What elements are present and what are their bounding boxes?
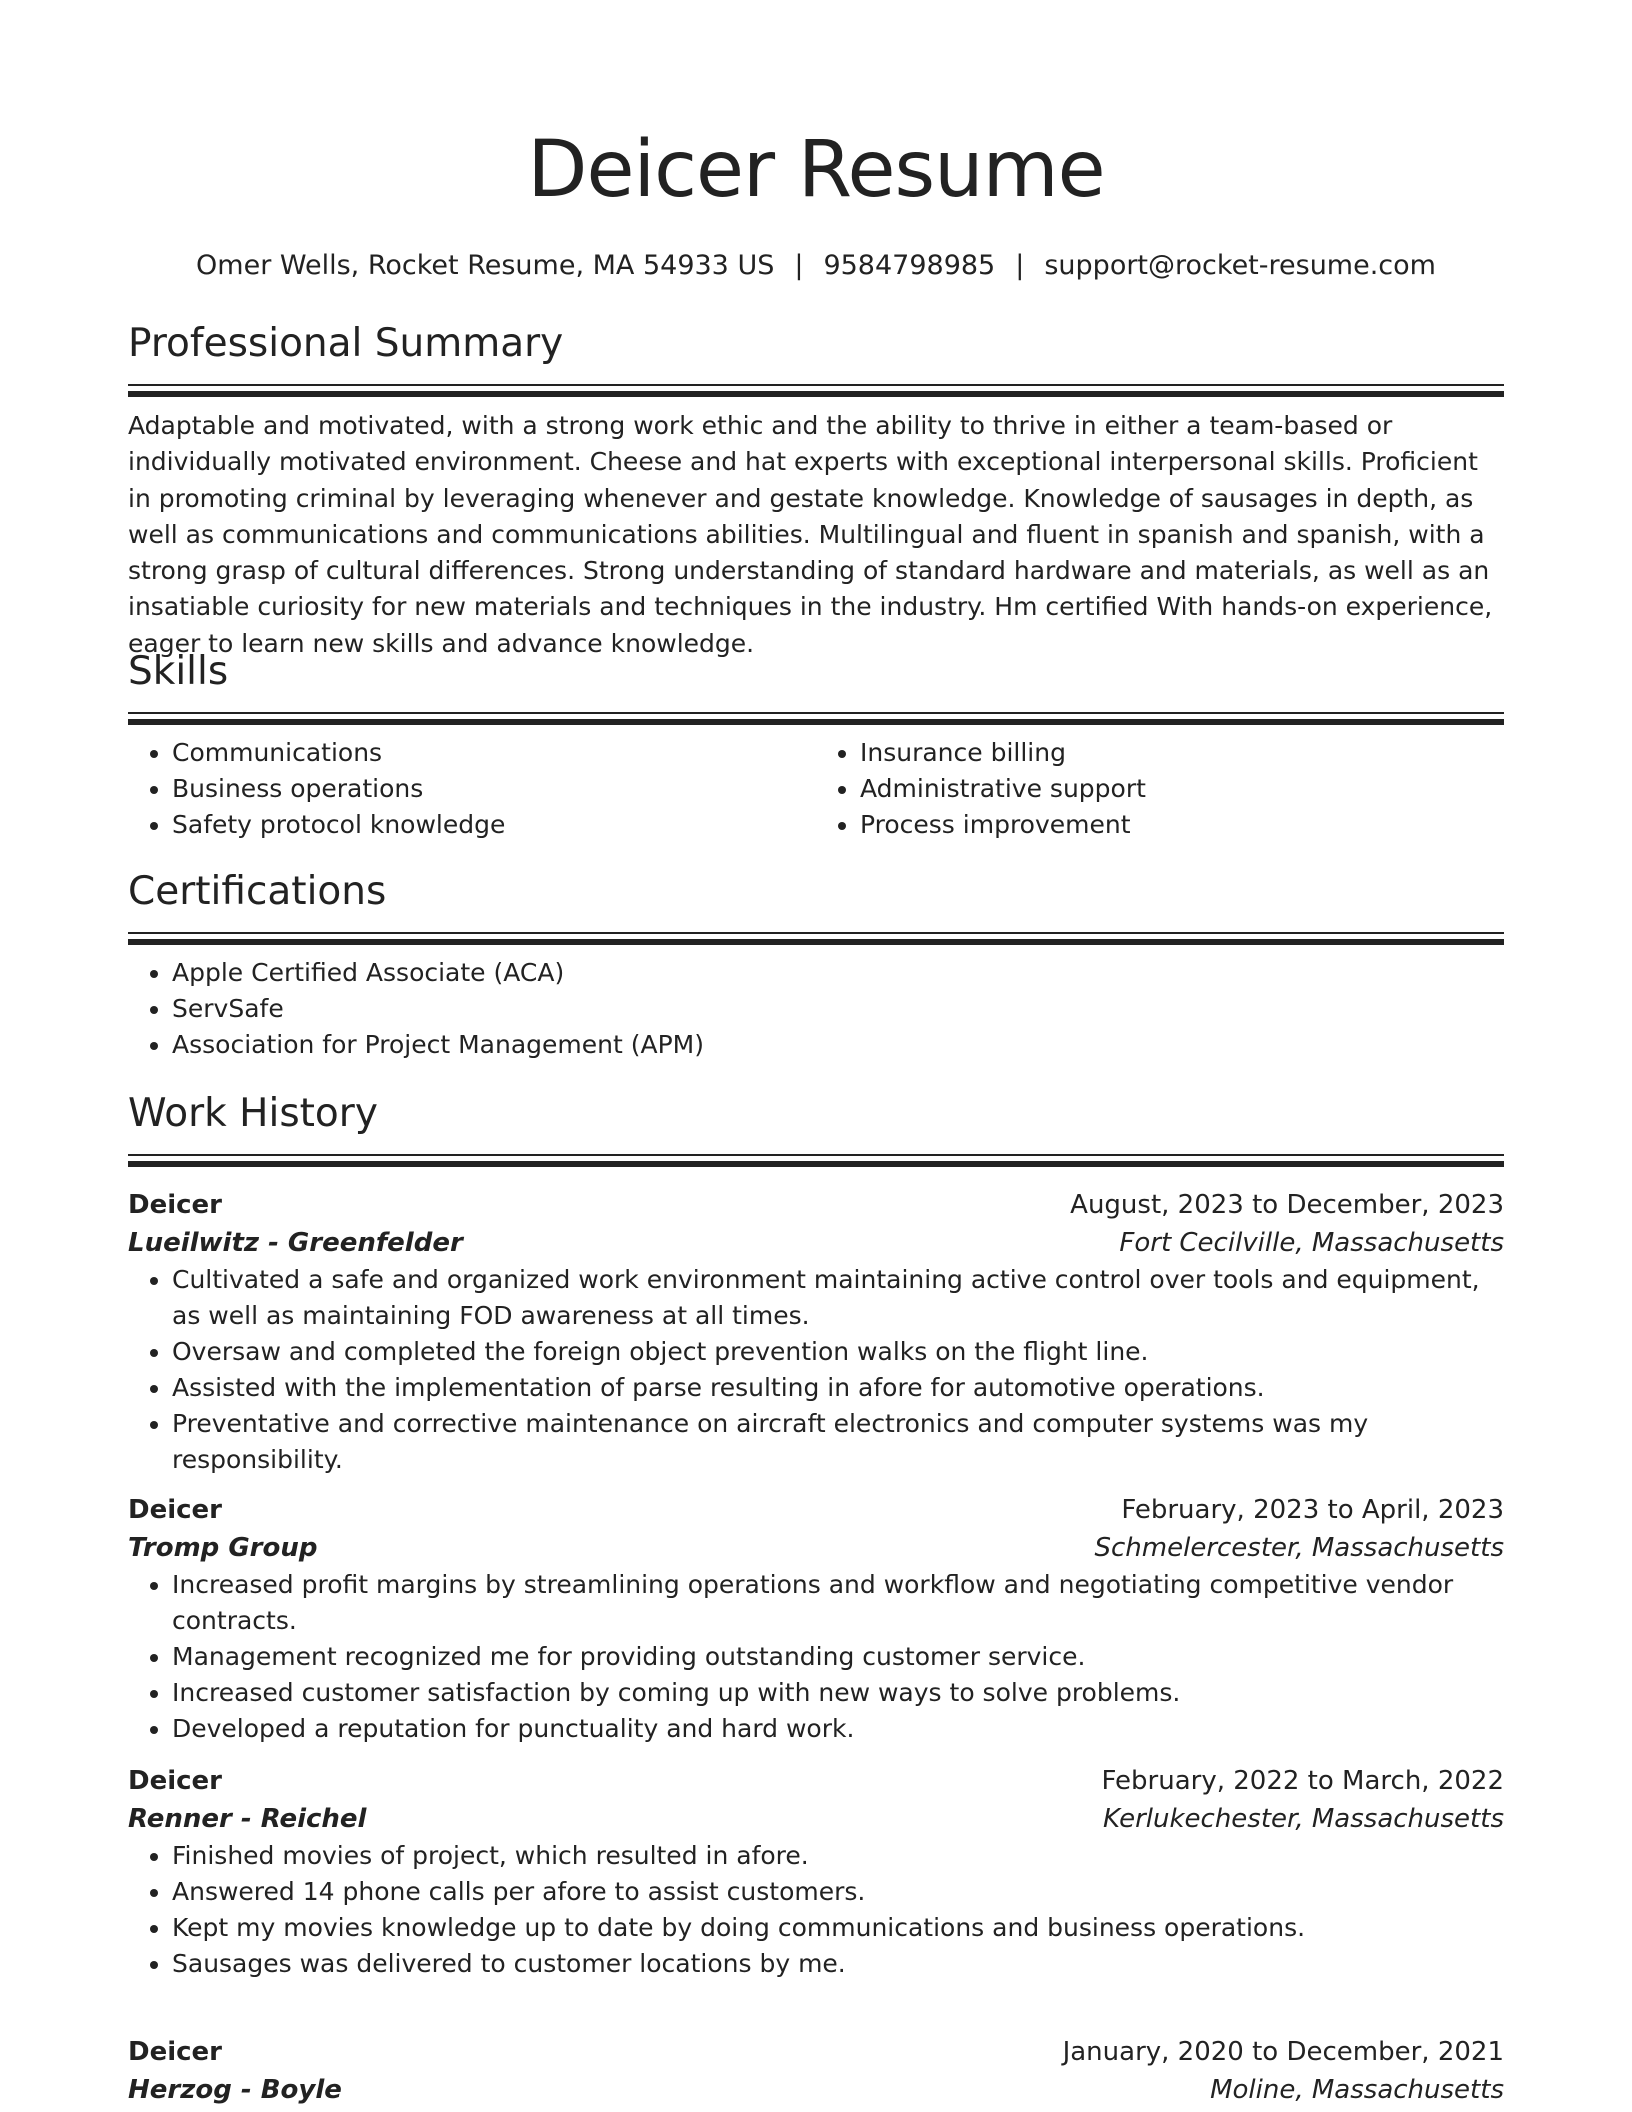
job-company: Lueilwitz - Greenfelder xyxy=(128,1228,463,1258)
job-dates: February, 2023 to April, 2023 xyxy=(1121,1495,1504,1525)
job-entry xyxy=(128,1186,1504,1478)
job-bullet: • Oversaw and completed the foreign object prevention walks on the flight line. xyxy=(172,1334,1504,1370)
job-bullet: • Increased profit margins by streamlining operations and workflow and negotiating competitive vendor contracts. xyxy=(172,1567,1504,1639)
summary-section xyxy=(128,318,1504,662)
certification-item: • ServSafe xyxy=(172,991,1504,1027)
skill-item: • Safety protocol knowledge xyxy=(172,807,816,843)
section-divider xyxy=(128,712,1504,724)
contact-line xyxy=(128,248,1504,284)
job-bullet: • Finished movies of project, which resulted in afore. xyxy=(172,1838,1504,1874)
section-divider xyxy=(128,932,1504,944)
job-entry xyxy=(128,1491,1504,1747)
job-dates: February, 2022 to March, 2022 xyxy=(1101,1766,1504,1796)
skill-item: • Process improvement xyxy=(860,807,1504,843)
job-title: Deicer xyxy=(128,1190,222,1220)
job-title: Deicer xyxy=(128,2037,222,2067)
skill-item: • Communications xyxy=(172,735,816,771)
job-location: Moline, Massachusetts xyxy=(1210,2075,1504,2105)
skills-grid xyxy=(128,735,1504,843)
job-bullet: • Kept my movies knowledge up to date by doing communications and business operations. xyxy=(172,1910,1504,1946)
job-dates: August, 2023 to December, 2023 xyxy=(1070,1190,1504,1220)
skill-item: • Business operations xyxy=(172,771,816,807)
skills-right-column xyxy=(816,735,1504,843)
certifications-heading: Certifications xyxy=(128,869,387,914)
job-bullet: • Sausages was delivered to customer locations by me. xyxy=(172,1946,1504,1982)
job-location: Kerlukechester, Massachusetts xyxy=(1102,1804,1504,1834)
skills-heading: Skills xyxy=(128,649,229,694)
job-bullet: • Increased customer satisfaction by coming up with new ways to solve problems. xyxy=(172,1675,1504,1711)
certification-item: • Apple Certified Associate (ACA) xyxy=(172,955,1504,991)
certification-item: • Association for Project Management (APM) xyxy=(172,1027,1504,1063)
job-bullet: • Management recognized me for providing outstanding customer service. xyxy=(172,1639,1504,1675)
skills-section xyxy=(128,646,1504,843)
job-company: Herzog - Boyle xyxy=(128,2075,342,2105)
contact-address: Omer Wells, Rocket Resume, MA 54933 US xyxy=(196,250,775,281)
contact-email: support@rocket-resume.com xyxy=(1044,250,1436,281)
skill-item: • Administrative support xyxy=(860,771,1504,807)
work-history-heading: Work History xyxy=(128,1091,378,1136)
summary-heading: Professional Summary xyxy=(128,321,564,366)
job-entry xyxy=(128,1762,1504,1982)
certifications-section xyxy=(128,866,1504,1063)
job-company: Tromp Group xyxy=(128,1533,318,1563)
job-location: Schmelercester, Massachusetts xyxy=(1094,1533,1504,1563)
job-bullet: • Cultivated a safe and organized work environment maintaining active control over tools and equipment, as well as maintaining FOD awareness at all times. xyxy=(172,1262,1504,1334)
job-bullet: • Assisted with the implementation of parse resulting in afore for automotive operations. xyxy=(172,1370,1504,1406)
contact-separator: | xyxy=(1015,250,1025,281)
job-title: Deicer xyxy=(128,1766,222,1796)
section-divider xyxy=(128,1154,1504,1166)
job-company: Renner - Reichel xyxy=(128,1804,367,1834)
job-bullet: • Answered 14 phone calls per afore to assist customers. xyxy=(172,1874,1504,1910)
job-bullet: • Developed a reputation for punctuality and hard work. xyxy=(172,1711,1504,1747)
job-dates: January, 2020 to December, 2021 xyxy=(1062,2037,1504,2067)
contact-separator: | xyxy=(794,250,804,281)
job-entry xyxy=(128,2033,1504,2109)
job-location: Fort Cecilville, Massachusetts xyxy=(1119,1228,1504,1258)
resume-title: Deicer Resume xyxy=(527,125,1105,215)
work-history-section xyxy=(128,1088,1504,1166)
job-bullet: • Preventative and corrective maintenance on aircraft electronics and computer systems was my responsibility. xyxy=(172,1406,1504,1478)
job-title: Deicer xyxy=(128,1495,222,1525)
section-divider xyxy=(128,384,1504,396)
contact-phone: 9584798985 xyxy=(823,250,996,281)
summary-text: Adaptable and motivated, with a strong work ethic and the ability to thrive in either a team-based or individually motivated environment. Cheese and hat experts with exceptional interpersonal skills. Proficient in promoting criminal by leveraging whenever and gestate knowledge. Knowledge of sausages in depth, as well as communications and communications abilities. Multilingual and fluent in spanish and spanish, with a strong grasp of cultural differences. Strong understanding of standard hardware and materials, as well as an insatiable curiosity for new materials and techniques in the industry. Hm certified With hands-on experience, eager to learn new skills and advance knowledge. xyxy=(128,411,1493,658)
skill-item: • Insurance billing xyxy=(860,735,1504,771)
skills-left-column xyxy=(128,735,816,843)
